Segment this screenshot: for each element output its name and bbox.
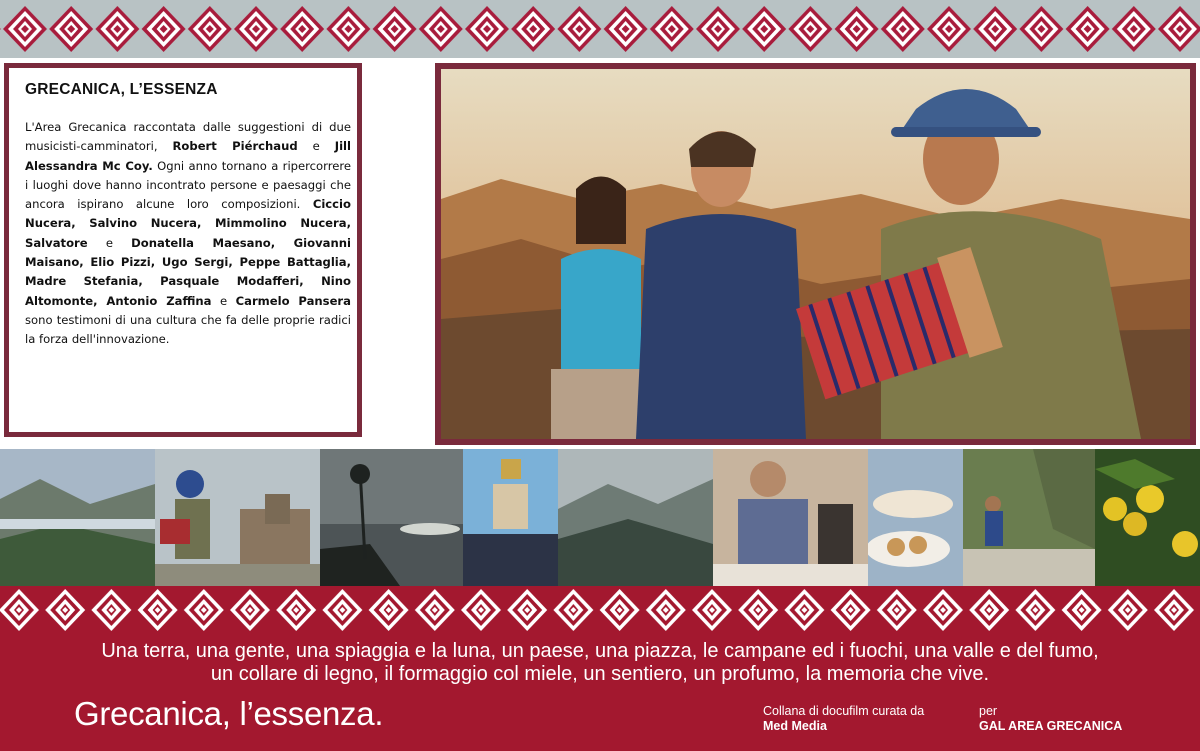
diamond-pattern-bottom — [0, 586, 1200, 634]
top-decorative-band — [0, 0, 1200, 58]
photo-sea-sunset — [320, 449, 463, 586]
photo-religious-procession — [463, 449, 558, 586]
photo-mountain-valley — [0, 449, 155, 586]
photo-lemon-tree — [1095, 449, 1200, 586]
for-label: per — [979, 704, 998, 718]
desc-conj: e — [297, 139, 335, 154]
panel-description — [25, 118, 351, 350]
desc-names-group-1: Ciccio Nucera, Salvino Nucera, Mimmolino Nucera, Salvatore — [25, 197, 351, 250]
tagline — [0, 640, 1200, 686]
tagline-line-1: Una terra, una gente, una spiaggia e la luna, un paese, una piazza, le campane ed i fuochi, una valle e del fumo, — [101, 640, 1099, 662]
photo-hiker-trail — [963, 449, 1095, 586]
photo-strip — [0, 449, 1200, 586]
hero-photo-musicians — [435, 63, 1196, 445]
desc-conj: e — [211, 293, 236, 308]
credit-producer — [763, 704, 924, 734]
desc-names-group-2: Donatella Maesano, Giovanni Maisano, Elio Pizzi, Ugo Sergi, Peppe Battaglia, Madre Stefania, Pasquale Modafferi, Nino Altomonte, Antonio Zaffina — [25, 235, 351, 308]
credit-name: Med Media — [763, 719, 827, 733]
for-name: GAL AREA GRECANICA — [979, 719, 1123, 733]
footer-title: Grecanica, l’essenza. — [74, 695, 384, 732]
hero-illustration — [441, 69, 1190, 439]
credit-for — [979, 704, 1122, 734]
desc-name-jill: Jill Alessandra Mc Coy. — [25, 139, 351, 173]
tagline-line-2: un collare di legno, il formaggio col miele, un sentiero, un profumo, la memoria che vive. — [210, 663, 990, 685]
desc-name-carmelo: Carmelo Pansera — [235, 293, 351, 308]
diamond-pattern-top — [0, 0, 1200, 58]
photo-misty-mountains — [558, 449, 713, 586]
photo-cheese-and-honey — [868, 449, 963, 586]
credit-label: Collana di docufilm curata da — [763, 704, 925, 718]
desc-conj: e — [87, 235, 132, 250]
desc-ending: sono testimoni di una cultura che fa delle proprie radici la forza dell'innovazione. — [25, 312, 351, 347]
desc-intro: L'Area Grecanica raccontata dalle suggestioni di due musicisti-camminatori, — [25, 120, 351, 154]
desc-name-robert: Robert Piérchaud — [172, 139, 298, 154]
photo-accordion-player-village — [155, 449, 320, 586]
desc-middle: Ogni anno tornano a ripercorrere i luoghi dove hanno incontrato persone e paesaggi che ancora ispirano alcune loro composizioni. — [25, 158, 351, 212]
panel-title: GRECANICA, L’ESSENZA — [25, 81, 218, 98]
photo-elder-craftsman — [713, 449, 868, 586]
description-panel — [4, 63, 362, 437]
